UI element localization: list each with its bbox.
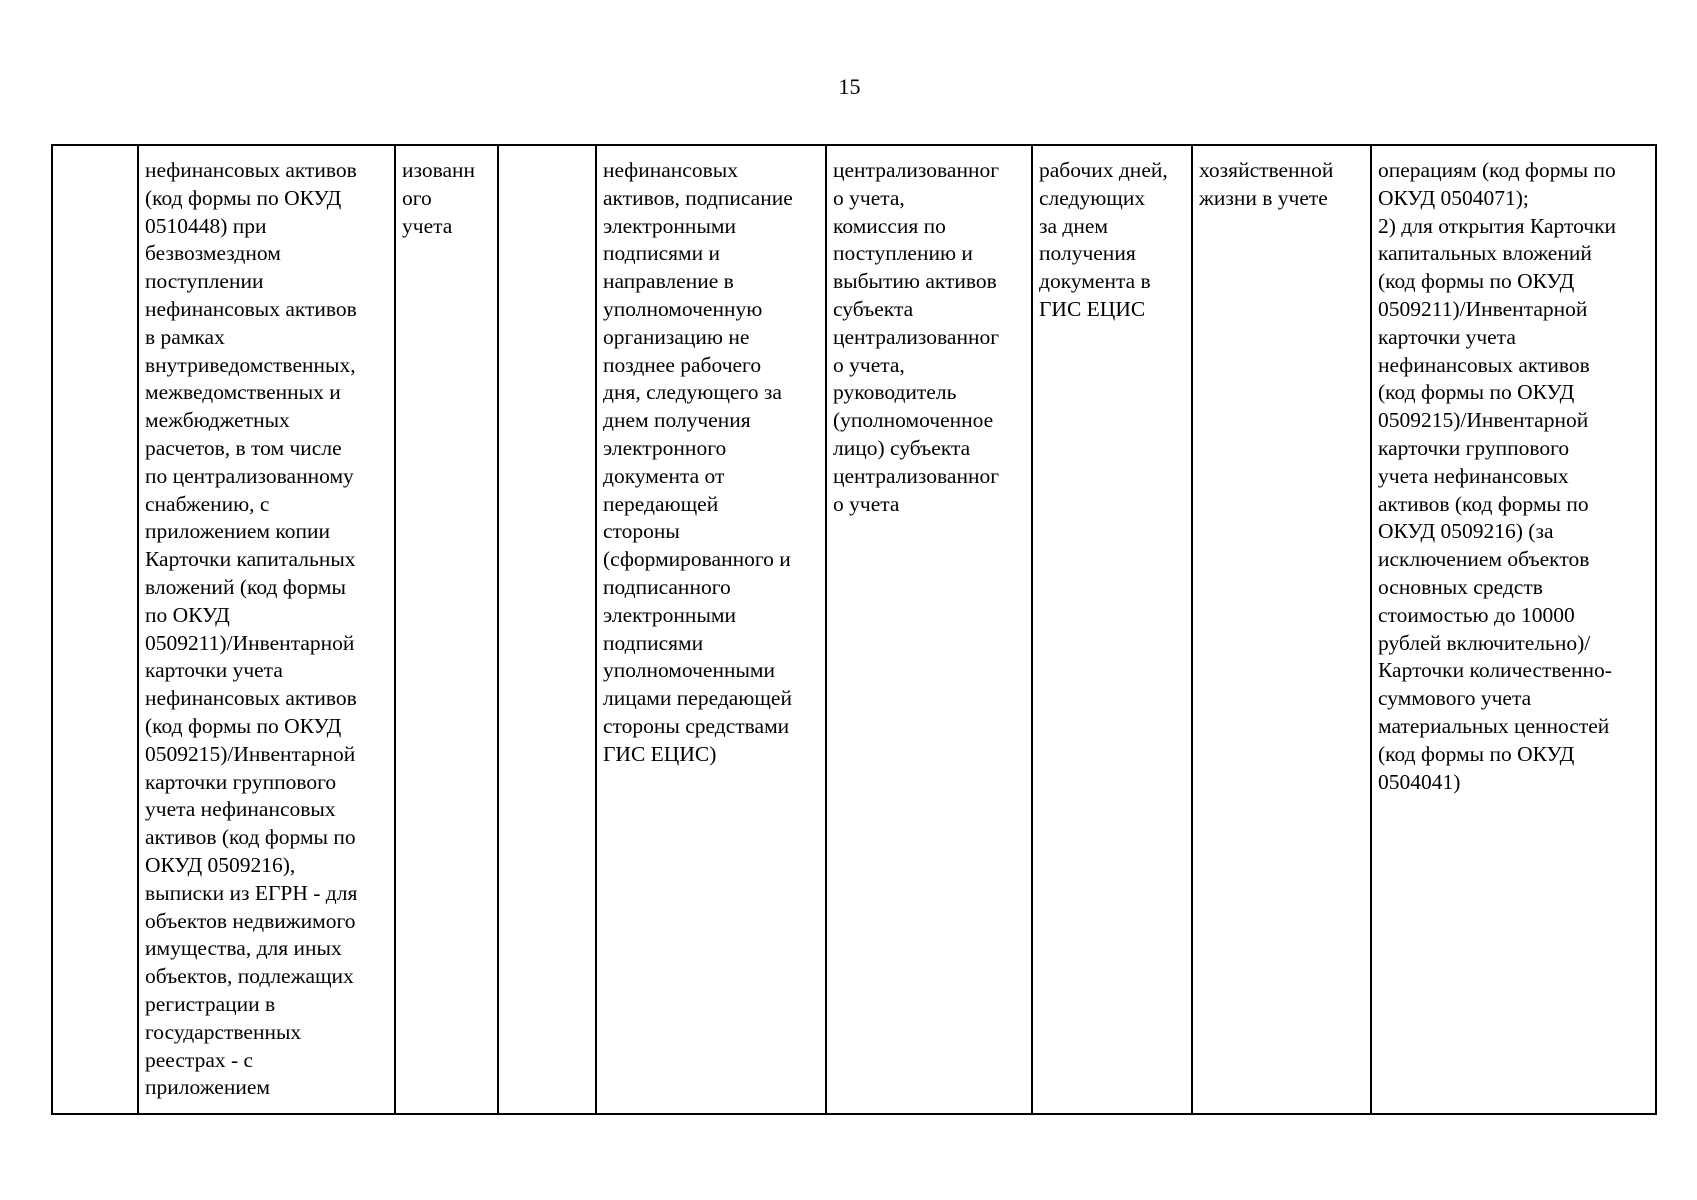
- table-cell-3: изованн ого учета: [395, 145, 498, 1114]
- table-cell-8: хозяйственной жизни в учете: [1192, 145, 1371, 1114]
- table-cell-7: рабочих дней, следующих за днем получения документа в ГИС ЕЦИС: [1032, 145, 1192, 1114]
- table-cell-4: [498, 145, 596, 1114]
- table-cell-6: централизованног о учета, комиссия по поступлению и выбытию активов субъекта централизованног о учета, руководитель (уполномоченное лицо) субъекта централизованног о учета: [826, 145, 1032, 1114]
- table-cell-2: нефинансовых активов (код формы по ОКУД 0510448) при безвозмездном поступлении нефинансовых активов в рамках внутриведомственных, межведомственных и межбюджетных расчетов, в том числе по централизованному снабжению, с приложением копии Карточки капитальных вложений (код формы по ОКУД 0509211)/Инвентарной карточки учета нефинансовых активов (код формы по ОКУД 0509215)/Инвентарной карточки группового учета нефинансовых активов (код формы по ОКУД 0509216), выписки из ЕГРН - для объектов недвижимого имущества, для иных объектов, подлежащих регистрации в государственных реестрах - с приложением: [138, 145, 395, 1114]
- document-table: [51, 144, 1657, 1115]
- table-cell-1: [52, 145, 138, 1114]
- table-row: [52, 145, 1656, 1114]
- table-cell-5: нефинансовых активов, подписание электронными подписями и направление в уполномоченную организацию не позднее рабочего дня, следующего за днем получения электронного документа от передающей стороны (сформированного и подписанного электронными подписями уполномоченными лицами передающей стороны средствами ГИС ЕЦИС): [596, 145, 826, 1114]
- table-cell-9: операциям (код формы по ОКУД 0504071); 2) для открытия Карточки капитальных вложений (код формы по ОКУД 0509211)/Инвентарной карточки учета нефинансовых активов (код формы по ОКУД 0509215)/Инвентарной карточки группового учета нефинансовых активов (код формы по ОКУД 0509216) (за исключением объектов основных средств стоимостью до 10000 рублей включительно)/ Карточки количественно- суммового учета материальных ценностей (код формы по ОКУД 0504041): [1371, 145, 1656, 1114]
- page-number: 15: [838, 74, 861, 99]
